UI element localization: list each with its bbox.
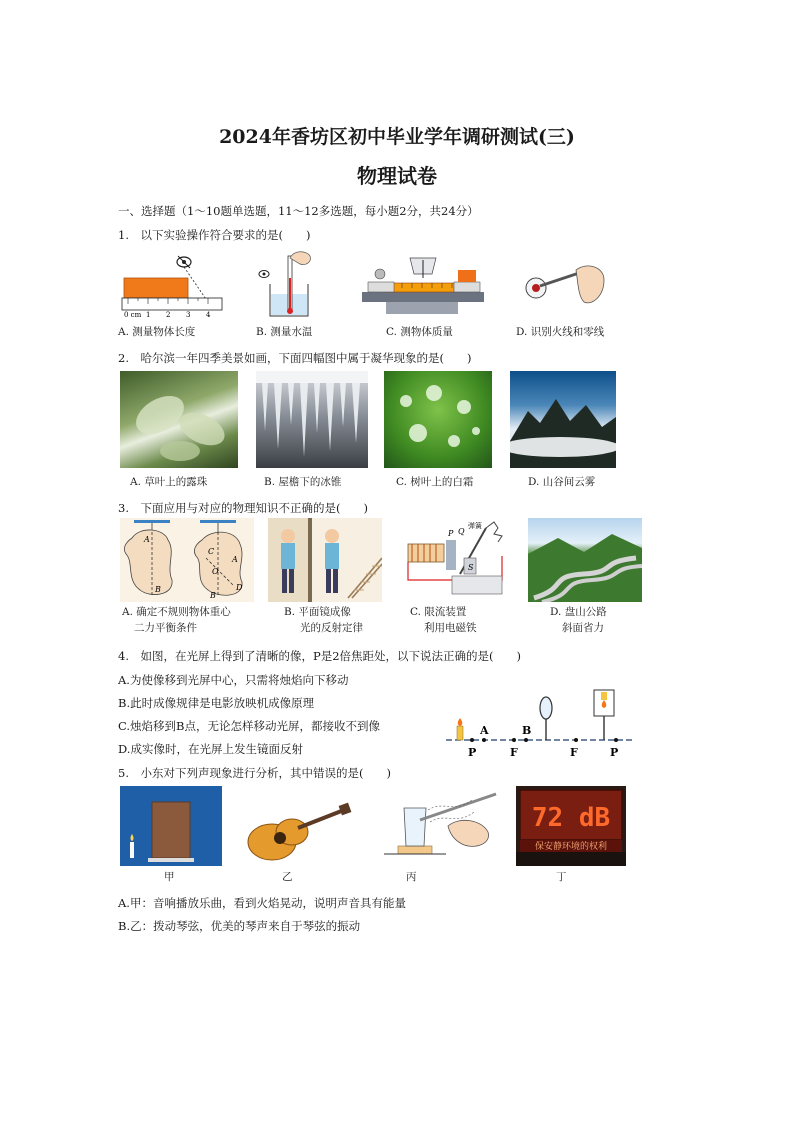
q5-photo-speaker-candle xyxy=(120,786,222,866)
q3-option-b-line2: 光的反射定律 xyxy=(300,622,363,634)
hand-icon xyxy=(290,252,310,265)
q3-option-a-line1: A. 确定不规则物体重心 xyxy=(122,606,231,618)
label-o: O xyxy=(212,567,219,576)
q3-current-limiter-figure xyxy=(402,518,514,602)
q5-photo-noise-meter xyxy=(516,786,626,866)
axis-label-p2: P xyxy=(610,746,619,759)
ruler-tick-1: 1 xyxy=(146,311,151,319)
orange-block xyxy=(124,278,188,298)
label-spring: 弹簧 xyxy=(468,522,482,530)
ruler xyxy=(122,298,222,310)
q1-balance-figure xyxy=(358,252,488,318)
q1-test-pen-figure xyxy=(512,256,612,316)
ruler-tick-4: 4 xyxy=(206,311,211,319)
q4-optical-bench-figure xyxy=(444,686,634,760)
label-s: S xyxy=(468,563,474,572)
q2-option-b: B. 屋檐下的冰锥 xyxy=(264,476,342,488)
q3-center-of-gravity-figure xyxy=(120,518,254,602)
q2-photo-dew-leaves xyxy=(120,371,238,468)
q1-option-a: A. 测量物体长度 xyxy=(118,326,196,338)
axis-label-f1: F xyxy=(510,746,518,759)
q1-option-d: D. 识别火线和零线 xyxy=(516,326,605,338)
eye-icon xyxy=(259,271,269,278)
q5-caption-jia: 甲 xyxy=(164,871,175,883)
noise-meter-banner: 保安静环境的权利 xyxy=(534,842,608,852)
q4-option-b: B.此时成像规律是电影放映机成像原理 xyxy=(118,696,315,710)
label-c: C xyxy=(208,547,215,556)
eye-icon xyxy=(177,256,191,268)
q4-option-c: C.烛焰移到B点，无论怎样移动光屏，都接收不到像 xyxy=(118,719,380,733)
q2-photo-frost-leaf xyxy=(384,371,492,468)
page-subtitle: 物理试卷 xyxy=(357,164,437,188)
q1-thermometer-figure xyxy=(250,248,320,320)
ruler-tick-2: 2 xyxy=(166,311,171,319)
point-label-a: A xyxy=(480,724,489,737)
lens-icon xyxy=(540,697,552,740)
q3-photo-mountain-road xyxy=(528,518,642,602)
axis-label-p1: P xyxy=(468,746,477,759)
q2-photo-mountain-fog xyxy=(510,371,616,468)
q2-option-a: A. 草叶上的露珠 xyxy=(130,476,208,488)
q4-option-a: A.为使像移到光屏中心，只需将烛焰向下移动 xyxy=(118,673,349,687)
question-4-stem: 4. 如图，在光屏上得到了清晰的像，P是2倍焦距处，以下说法正确的是( ) xyxy=(118,649,521,663)
q1-option-c: C. 测物体质量 xyxy=(386,326,453,338)
q5-caption-bing: 丙 xyxy=(406,871,417,883)
question-2-stem: 2. 哈尔滨一年四季美景如画，下面四幅图中属于凝华现象的是( ) xyxy=(118,351,472,365)
q5-caption-ding: 丁 xyxy=(556,871,567,883)
q3-option-c-line1: C. 限流装置 xyxy=(410,606,467,618)
page-title: 2024年香坊区初中毕业学年调研测试(三) xyxy=(219,126,575,148)
question-3-stem: 3. 下面应用与对应的物理知识不正确的是( ) xyxy=(118,501,368,515)
q3-mirror-figure xyxy=(268,518,382,602)
label-d: D xyxy=(236,583,243,592)
q3-option-a-line2: 二力平衡条件 xyxy=(134,622,197,634)
label-b: B xyxy=(155,585,161,594)
q3-option-d-line1: D. 盘山公路 xyxy=(550,606,607,618)
q3-option-c-line2: 利用电磁铁 xyxy=(424,622,477,634)
q3-option-b-line1: B. 平面镜成像 xyxy=(284,606,351,618)
label-q: Q xyxy=(458,527,465,536)
question-1-stem: 1. 以下实验操作符合要求的是( ) xyxy=(118,228,311,242)
label-b2: B xyxy=(210,591,216,600)
label-a2: A xyxy=(232,555,238,564)
hand-icon xyxy=(576,266,604,303)
label-a: A xyxy=(144,535,150,544)
point-label-b: B xyxy=(522,724,532,737)
candle-icon xyxy=(457,718,463,740)
q2-option-d: D. 山谷间云雾 xyxy=(528,476,596,488)
ruler-tick-3: 3 xyxy=(186,311,191,319)
q5-guitar-figure xyxy=(244,800,354,866)
q1-ruler-figure xyxy=(118,250,228,320)
q5-ruler-cup-figure xyxy=(384,786,498,866)
light-screen-icon xyxy=(594,690,614,740)
q2-photo-icicles xyxy=(256,371,368,468)
question-5-stem: 5. 小东对下列声现象进行分析，其中错误的是( ) xyxy=(118,766,391,780)
label-p: P xyxy=(448,529,454,538)
axis-label-f2: F xyxy=(570,746,578,759)
section-heading: 一、选择题（1～10题单选题，11～12多选题，每小题2分，共24分） xyxy=(118,204,479,218)
object-block xyxy=(458,270,476,282)
q4-option-d: D.成实像时，在光屏上发生镜面反射 xyxy=(118,742,303,756)
q1-option-b: B. 测量水温 xyxy=(256,326,313,338)
q5-option-a: A.甲：音响播放乐曲，看到火焰晃动，说明声音具有能量 xyxy=(118,896,406,910)
noise-meter-reading: 72 dB xyxy=(531,803,611,833)
q5-option-b: B.乙：拨动琴弦，优美的琴声来自于琴弦的振动 xyxy=(118,919,361,933)
q5-caption-yi: 乙 xyxy=(282,871,293,883)
hand-icon xyxy=(448,820,489,846)
ruler-tick-0: 0 cm xyxy=(124,311,142,319)
q3-option-d-line2: 斜面省力 xyxy=(562,622,604,634)
q2-option-c: C. 树叶上的白霜 xyxy=(396,476,474,488)
person-figure-right xyxy=(325,529,339,593)
weight xyxy=(375,269,385,279)
